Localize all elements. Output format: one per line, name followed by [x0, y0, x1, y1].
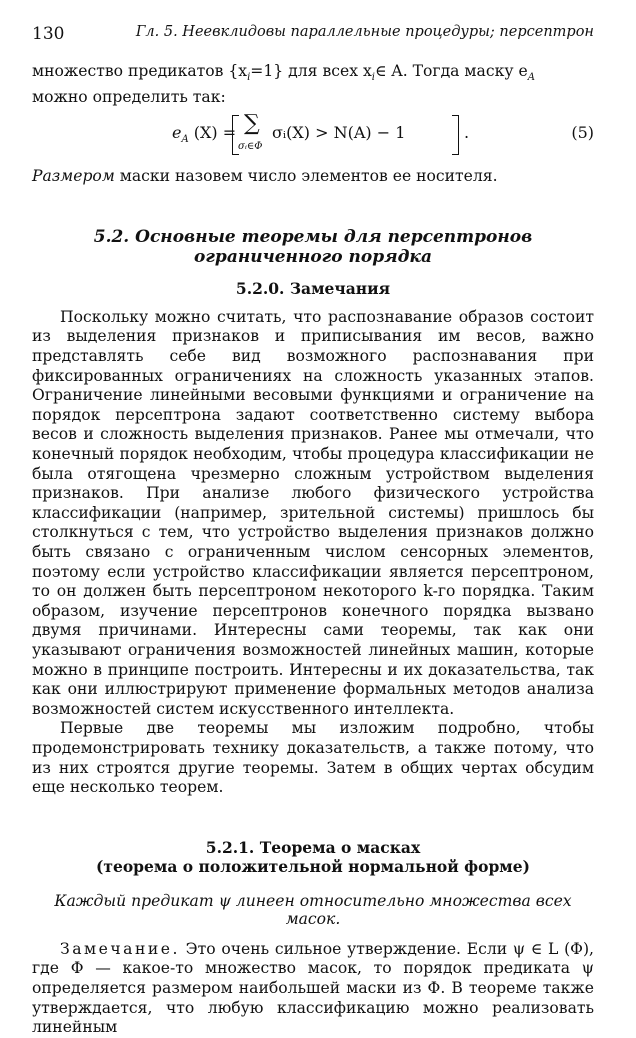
page-header — [32, 24, 594, 46]
remark-paragraph: Замечание. Это очень сильное утверждение. Если ψ ∈ L (Φ), где Φ — какое-то множество масок, то порядок предиката ψ определяется размером наибольшей маски из Φ. В теореме также утверждается, что любую классификацию можно реализовать линейным — [32, 939, 594, 1037]
definition-paragraph: Размером маски назовем число элементов ее носителя. — [32, 167, 498, 186]
defined-term: Размером — [32, 167, 115, 186]
running-head: Гл. 5. Неевклидовы параллельные процедуры; персептрон — [135, 24, 594, 40]
subsection-title-5-2-1: 5.2.1. Теорема о масках (теорема о положительной нормальной форме) — [96, 837, 530, 876]
remark-label: Замечание. — [60, 939, 180, 958]
formula-period: . — [464, 123, 470, 143]
body-paragraph-2: Первые две теоремы мы изложим подробно, чтобы продемонстрировать технику доказательств, а также потому, что из них строятся другие теоремы. Затем в общих чертах обсудим еще несколько теорем. — [32, 719, 594, 797]
theorem-statement: Каждый предикат ψ линеен относительно множества всех масок. — [54, 891, 572, 928]
body-paragraph-1: Поскольку можно считать, что распознавание образов состоит из выделения признаков и приписывания им весов, важно представлять себе вид возможного распознавания при фиксированных ограничениях на сложность указанных этапов. Ограничение линейными весовыми функциями и ограничение на порядок персептрона задают соответственно систему выбора весов и сложность выделения признаков. Ранее мы отмечали, что конечный порядок необходим, чтобы процедура классификации не была отягощена чрезмерно сложным устройством выделения признаков. При анализе любого физического устройства классификации (например, зрительной системы) пришлось бы столкнуться с тем, что устройство выделения признаков должно быть связано с ограниченным числом сенсорных элементов, поэтому если устройство классификации является персептроном, то он должен быть персептроном некоторого k-го порядка. Таким образом, изучение персептронов конечного порядка вызвано двумя причинами. Интересны сами теоремы, так как они указывают ограничения возможностей линейных машин, которые можно в принципе построить. Интересны и их доказательства, так как они иллюстрируют применение формальных методов анализа возможностей систем искусственного интеллекта. — [32, 307, 594, 718]
section-title: 5.2. Основные теоремы для персептронов ограниченного порядка — [93, 226, 533, 267]
right-bracket — [452, 115, 459, 155]
formula-body: σᵢ(X) > N(A) − 1 — [272, 123, 406, 143]
sum-symbol: ∑ — [244, 111, 260, 137]
subsection-title-5-2-0: 5.2.0. Замечания — [235, 278, 391, 298]
page-body — [32, 62, 594, 1038]
sum-index: σᵢ∈Φ — [238, 141, 263, 153]
intro-paragraph: множество предикатов $\{x_i=1\}$ для всех $x_i\in$ A. Тогда маску $e_A$ можно определить так: — [32, 62, 535, 106]
equation-5 — [32, 111, 594, 161]
equation-number: (5) — [571, 123, 594, 143]
page-number: 130 — [32, 24, 65, 44]
formula-lhs: $e_A$ (X) = — [172, 123, 237, 146]
